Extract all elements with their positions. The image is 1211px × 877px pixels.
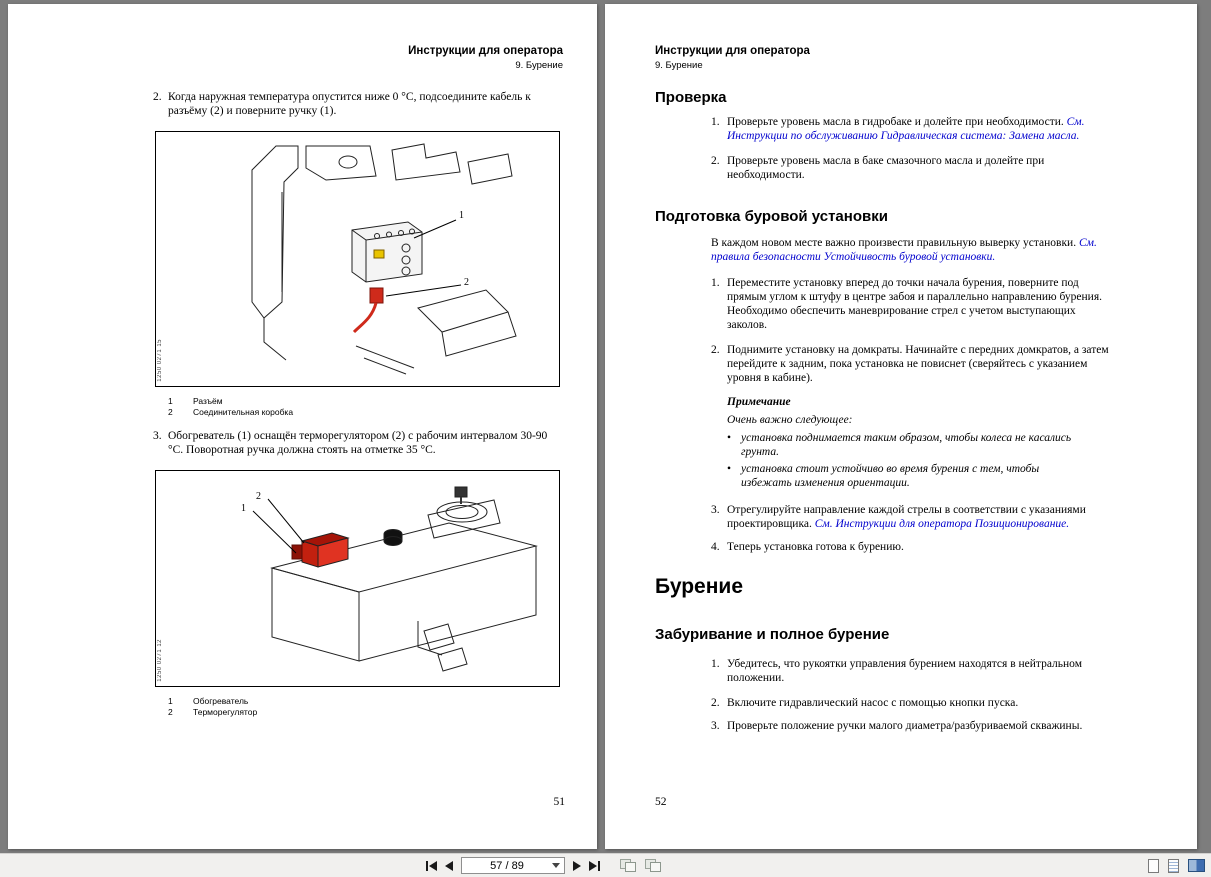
previous-view-button[interactable] (620, 859, 637, 873)
item-text: Проверьте уровень масла в гидробаке и долейте при необходимости. (727, 116, 1067, 128)
single-page-view-button[interactable] (1148, 858, 1159, 874)
item-text: Отрегулируйте направление каждой стрелы в соответствии с указаниями проектировщика. (727, 504, 1086, 530)
first-page-button[interactable] (426, 858, 437, 874)
list-number: 3. (153, 430, 162, 442)
toolbar-nav-group (426, 854, 662, 877)
note-bullet-item (727, 462, 1086, 490)
list-number: 1. (711, 116, 720, 128)
chapter-heading-drilling: Бурение (655, 575, 743, 598)
list-number: 3. (711, 720, 720, 732)
list-number: 3. (711, 504, 720, 516)
callout-1: 1 (459, 210, 464, 221)
header-title: Инструкции для оператора (408, 45, 563, 57)
legend-label: Обогреватель (193, 696, 249, 706)
legend-number: 2 (168, 707, 173, 717)
figure-code: 1250 0271 12 (157, 639, 163, 682)
manual-page-52 (605, 4, 1197, 849)
list-text (727, 503, 1111, 531)
next-page-button[interactable] (573, 858, 581, 874)
legend-row (168, 396, 597, 407)
legend-label: Терморегулятор (193, 707, 258, 717)
page-number: 51 (553, 796, 565, 808)
header-chapter: 9. Бурение (655, 60, 703, 71)
bullet-text: • установка стоит устойчиво во время бурения с тем, чтобы избежать изменения ориентации. (741, 463, 1040, 489)
list-text: Переместите установку вперед до точки начала бурения, поверните под прямым углом к штуфу в центре забоя и параллельно направлению бурения. Необходимо обеспечить маневрирование стрел с учетом выступающих заколов. (727, 277, 1102, 331)
list-number: 2. (153, 91, 162, 103)
figure-legend (168, 396, 597, 418)
list-text: Теперь установка готова к бурению. (727, 541, 904, 553)
note-label: Примечание (727, 396, 791, 408)
list-number: 1. (711, 658, 720, 670)
legend-row (168, 707, 597, 718)
header-title: Инструкции для оператора (655, 45, 810, 57)
page-header (605, 4, 1197, 72)
list-item (711, 696, 1111, 710)
section-heading-collaring: Забуривание и полное бурение (655, 626, 890, 643)
page-number: 52 (655, 796, 667, 808)
list-item (711, 657, 1111, 685)
last-page-icon (598, 861, 600, 871)
pages-icon (650, 862, 661, 872)
page-number-input[interactable] (461, 857, 565, 874)
legend-number: 1 (168, 696, 173, 706)
cross-reference-link[interactable]: См. Инструкции для оператора Позиционирование. (814, 518, 1070, 530)
intro-paragraph (711, 236, 1111, 264)
previous-page-button[interactable] (445, 858, 453, 874)
bullet-text: • установка поднимается таким образом, чтобы колеса не касались грунта. (741, 432, 1072, 458)
list-number: 4. (711, 541, 720, 553)
list-text (727, 115, 1111, 143)
list-item (711, 276, 1111, 332)
list-item (711, 503, 1111, 531)
junction-box-drawing (156, 132, 559, 386)
list-text: Проверьте уровень масла в баке смазочного масла и долейте при необходимости. (727, 155, 1045, 181)
figure-junction-box (155, 131, 560, 387)
section-heading-check: Проверка (655, 89, 727, 106)
left-arrow-icon (445, 861, 453, 871)
first-page-icon (426, 861, 428, 871)
chevron-down-icon[interactable] (552, 863, 560, 868)
cross-reference-link[interactable]: См. правила безопасности Устойчивость буровой установки. (711, 237, 1097, 263)
right-arrow-icon (589, 861, 597, 871)
list-item (153, 429, 553, 457)
list-number: 2. (711, 344, 720, 356)
list-text: Когда наружная температура опустится ниже 0 °C, подсоедините кабель к разъёму (2) и поверните ручку (1). (168, 91, 531, 117)
list-text: Обогреватель (1) оснащён терморегулятором (2) с рабочим интервалом 30-90 °C. Поворотная ручка должна стоять на отметке 35 °C. (168, 430, 548, 456)
callout-2: 2 (256, 491, 261, 502)
pages-icon (625, 862, 636, 872)
toolbar-view-group (1148, 854, 1205, 877)
list-text: Убедитесь, что рукоятки управления бурением находятся в нейтральном положении. (727, 658, 1082, 684)
continuous-page-icon (1168, 859, 1179, 873)
legend-label: Разъём (193, 396, 223, 406)
left-arrow-icon (429, 861, 437, 871)
list-item (711, 154, 1111, 182)
legend-number: 1 (168, 396, 173, 406)
list-number: 2. (711, 697, 720, 709)
legend-row (168, 407, 597, 418)
pdf-toolbar (0, 853, 1211, 877)
legend-label: Соединительная коробка (193, 407, 294, 417)
continuous-view-button[interactable] (1168, 858, 1179, 874)
heater-tank-drawing (156, 471, 559, 686)
legend-number: 2 (168, 407, 173, 417)
section-heading-rig-prep: Подготовка буровой установки (655, 208, 888, 225)
facing-pages-view-button[interactable] (1188, 858, 1205, 874)
figure-heater-tank (155, 470, 560, 687)
page-indicator: 57 / 89 (490, 859, 524, 872)
list-text: Проверьте положение ручки малого диаметра/разбуриваемой скважины. (727, 720, 1083, 732)
list-item (711, 343, 1111, 385)
cross-reference-link[interactable]: См. Инструкции по обслуживанию Гидравлическая система: Замена масла. (727, 116, 1085, 142)
last-page-button[interactable] (589, 858, 600, 874)
legend-row (168, 696, 597, 707)
note-bullet-item (727, 431, 1086, 459)
list-item (711, 115, 1111, 143)
list-number: 1. (711, 277, 720, 289)
list-text: Включите гидравлический насос с помощью кнопки пуска. (727, 697, 1019, 709)
callout-2: 2 (464, 277, 469, 288)
page-header (8, 4, 597, 72)
list-text: Поднимите установку на домкраты. Начинайте с передних домкратов, а затем перейдите к задним, пока установка не повиснет (сверяйтесь с указанием уровня в кабине). (727, 344, 1109, 384)
intro-text: В каждом новом месте важно произвести правильную выверку установки. (711, 237, 1079, 249)
note-intro: Очень важно следующее: (727, 414, 853, 426)
figure-legend (168, 696, 597, 718)
list-item (711, 719, 1111, 733)
list-item (711, 540, 1111, 554)
next-view-button[interactable] (645, 859, 662, 873)
manual-page-51 (8, 4, 597, 849)
list-item (153, 90, 553, 118)
book-view-icon (1188, 859, 1205, 872)
list-number: 2. (711, 155, 720, 167)
callout-1: 1 (241, 503, 246, 514)
figure-code: 1250 0271 15 (157, 339, 163, 382)
right-arrow-icon (573, 861, 581, 871)
single-page-icon (1148, 859, 1159, 873)
header-chapter: 9. Бурение (515, 60, 563, 71)
